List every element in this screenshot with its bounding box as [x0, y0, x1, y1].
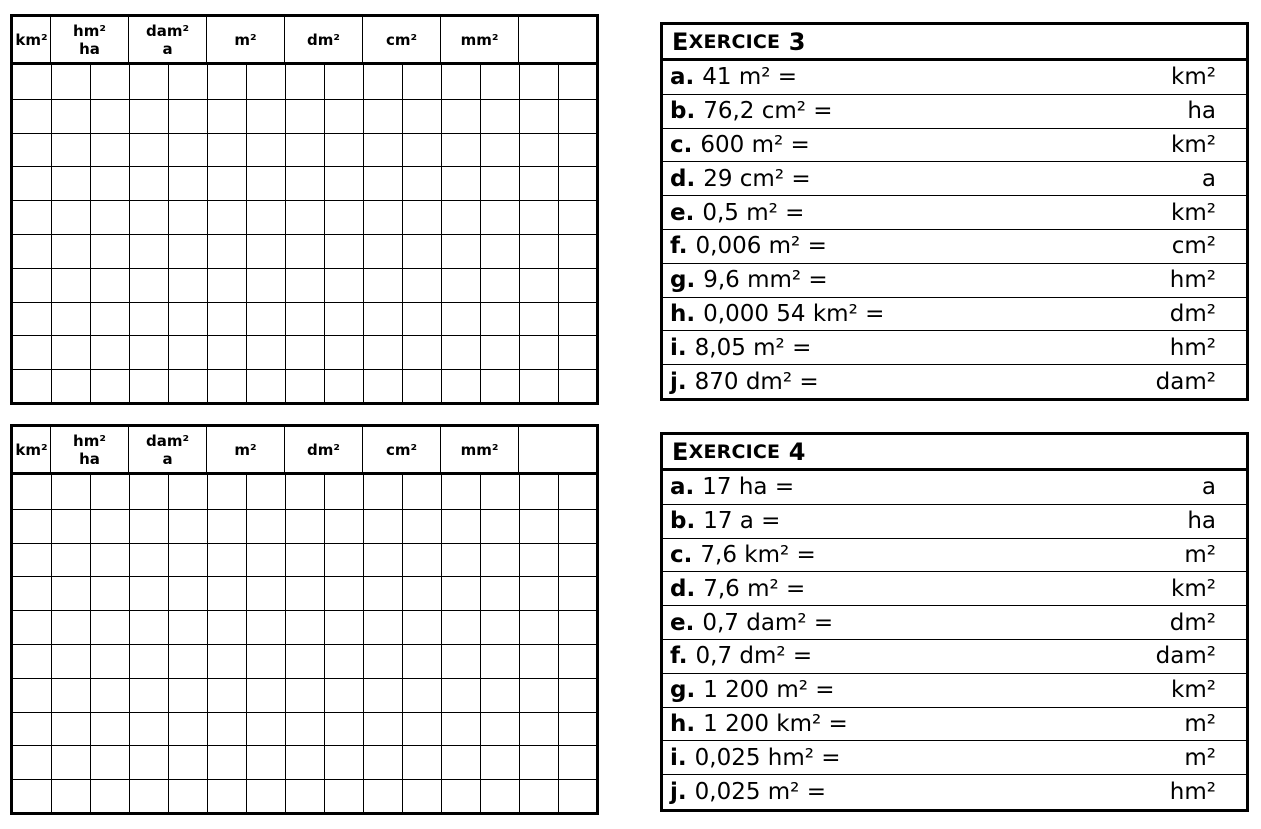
exercise-item [663, 539, 1246, 573]
exercise-question [670, 711, 848, 737]
item-letter: j. [670, 779, 687, 806]
unit-alias-label: ha [79, 39, 100, 58]
title-initial: E [672, 437, 689, 466]
item-expression: 1 200 m² = [703, 677, 835, 704]
exercise-question [670, 98, 833, 124]
exercise-question [670, 166, 811, 192]
item-expression: 0,000 54 km² = [703, 300, 885, 327]
item-letter: f. [670, 233, 688, 260]
target-unit: km² [1171, 64, 1216, 91]
target-unit: hm² [1169, 267, 1216, 294]
grid-header-cell [285, 427, 363, 472]
exercise-question [670, 610, 833, 636]
exercise-question [670, 301, 884, 327]
unit-label: cm² [385, 30, 418, 49]
grid-header-cell [363, 427, 441, 472]
conversion-grid-2 [10, 424, 599, 815]
item-letter: j. [670, 369, 687, 396]
exercise-item [663, 264, 1246, 298]
grid-row-line [13, 369, 596, 370]
exercise-title [663, 25, 1246, 61]
exercise-item [663, 129, 1246, 163]
item-expression: 7,6 km² = [700, 541, 816, 568]
exercise-item [663, 775, 1246, 809]
item-letter: h. [670, 710, 696, 737]
item-letter: h. [670, 300, 696, 327]
exercise-item [663, 95, 1246, 129]
grid-row-line [13, 779, 596, 780]
exercise-question [670, 369, 819, 395]
title-rest: XERCICE [688, 440, 781, 463]
unit-label: m² [234, 440, 257, 459]
exercise-title [663, 435, 1246, 471]
exercise-item [663, 196, 1246, 230]
target-unit: m² [1184, 710, 1216, 737]
item-expression: 0,5 m² = [702, 199, 805, 226]
item-expression: 7,6 m² = [703, 575, 806, 602]
grid-row-line [13, 133, 596, 134]
target-unit: dm² [1169, 300, 1216, 327]
item-expression: 17 ha = [702, 474, 795, 501]
grid-header-cell [363, 17, 441, 62]
exercise-question [670, 267, 828, 293]
grid-header-cell [519, 17, 599, 62]
item-letter: g. [670, 677, 696, 704]
target-unit: ha [1187, 98, 1216, 125]
unit-alias-label: ha [79, 449, 100, 468]
exercise-item [663, 298, 1246, 332]
item-expression: 1 200 km² = [703, 710, 848, 737]
grid-header [13, 427, 596, 475]
grid-row-line [13, 712, 596, 713]
item-letter: b. [670, 98, 696, 125]
grid-row-line [13, 268, 596, 269]
grid-row-line [13, 509, 596, 510]
exercise-item [663, 708, 1246, 742]
unit-label: cm² [385, 440, 418, 459]
target-unit: km² [1171, 677, 1216, 704]
exercise-item [663, 674, 1246, 708]
exercise-question [670, 508, 780, 534]
exercise-item [663, 61, 1246, 95]
grid-row-line [13, 200, 596, 201]
exercise-item [663, 572, 1246, 606]
grid-row-line [13, 576, 596, 577]
item-expression: 600 m² = [700, 131, 810, 158]
item-expression: 29 cm² = [703, 165, 811, 192]
unit-alias-label: a [162, 449, 173, 468]
target-unit: a [1201, 474, 1216, 501]
exercise-question [670, 474, 794, 500]
item-letter: d. [670, 165, 696, 192]
unit-label: mm² [460, 440, 499, 459]
grid-header-cell [441, 17, 519, 62]
title-rest: XERCICE [688, 30, 781, 53]
item-letter: d. [670, 575, 696, 602]
exercise-question [670, 677, 835, 703]
grid-header-cell [51, 17, 129, 62]
item-letter: g. [670, 267, 696, 294]
unit-label: km² [15, 30, 48, 49]
grid-row-line [13, 543, 596, 544]
exercise-item [663, 741, 1246, 775]
exercise-question [670, 576, 805, 602]
grid-row-line [13, 644, 596, 645]
grid-row-line [13, 234, 596, 235]
exercise-question [670, 132, 810, 158]
grid-header-cell [129, 427, 207, 472]
grid-row-line [13, 745, 596, 746]
item-letter: a. [670, 64, 695, 91]
grid-row-line [13, 335, 596, 336]
grid-header-cell [207, 427, 285, 472]
item-letter: i. [670, 744, 687, 771]
unit-label: dam² [145, 21, 190, 40]
exercise-question [670, 779, 826, 805]
unit-label: hm² [73, 431, 106, 450]
exercise-question [670, 745, 841, 771]
exercise-rows [663, 61, 1246, 399]
unit-label: dm² [307, 30, 340, 49]
exercise-item [663, 230, 1246, 264]
grid-row-line [13, 610, 596, 611]
target-unit: m² [1184, 541, 1216, 568]
target-unit: km² [1171, 575, 1216, 602]
grid-header-cell [13, 17, 51, 62]
item-letter: a. [670, 474, 695, 501]
item-letter: i. [670, 334, 687, 361]
exercise-4-table [660, 432, 1249, 812]
grid-body [13, 65, 596, 402]
item-expression: 0,7 dam² = [702, 609, 834, 636]
target-unit: dam² [1155, 643, 1216, 670]
grid-body [13, 475, 596, 812]
exercise-item [663, 162, 1246, 196]
grid-header-cell [441, 427, 519, 472]
target-unit: ha [1187, 508, 1216, 535]
item-letter: e. [670, 199, 695, 226]
exercise-question [670, 233, 827, 259]
item-letter: c. [670, 541, 693, 568]
target-unit: cm² [1171, 233, 1216, 260]
target-unit: a [1201, 165, 1216, 192]
grid-header-cell [51, 427, 129, 472]
item-expression: 76,2 cm² = [703, 98, 833, 125]
item-letter: e. [670, 609, 695, 636]
item-expression: 8,05 m² = [694, 334, 812, 361]
grid-row-line [13, 166, 596, 167]
item-letter: c. [670, 131, 693, 158]
unit-alias-label: a [162, 39, 173, 58]
title-number: 3 [788, 27, 806, 56]
conversion-grid-1 [10, 14, 599, 405]
grid-header-cell [285, 17, 363, 62]
item-expression: 0,006 m² = [695, 233, 827, 260]
target-unit: hm² [1169, 334, 1216, 361]
item-letter: b. [670, 508, 696, 535]
exercise-question [670, 64, 797, 90]
target-unit: km² [1171, 199, 1216, 226]
exercise-item [663, 331, 1246, 365]
target-unit: dam² [1155, 369, 1216, 396]
item-letter: f. [670, 643, 688, 670]
exercise-item [663, 606, 1246, 640]
unit-label: hm² [73, 21, 106, 40]
grid-row-line [13, 99, 596, 100]
exercise-item [663, 505, 1246, 539]
unit-label: dm² [307, 440, 340, 459]
target-unit: dm² [1169, 609, 1216, 636]
exercise-question [670, 643, 812, 669]
exercise-question [670, 200, 804, 226]
unit-label: mm² [460, 30, 499, 49]
exercise-item [663, 365, 1246, 399]
unit-label: km² [15, 440, 48, 459]
title-initial: E [672, 27, 689, 56]
item-expression: 0,025 m² = [694, 779, 826, 806]
item-expression: 17 a = [703, 508, 781, 535]
target-unit: m² [1184, 744, 1216, 771]
grid-header-cell [13, 427, 51, 472]
target-unit: hm² [1169, 779, 1216, 806]
target-unit: km² [1171, 131, 1216, 158]
exercise-item [663, 640, 1246, 674]
grid-row-line [13, 678, 596, 679]
grid-header [13, 17, 596, 65]
unit-label: m² [234, 30, 257, 49]
item-expression: 41 m² = [702, 64, 798, 91]
title-number: 4 [788, 437, 806, 466]
item-expression: 0,7 dm² = [695, 643, 813, 670]
grid-header-cell [207, 17, 285, 62]
exercise-item [663, 471, 1246, 505]
exercise-question [670, 542, 816, 568]
exercise-question [670, 335, 811, 361]
item-expression: 9,6 mm² = [703, 267, 828, 294]
grid-header-cell [519, 427, 599, 472]
item-expression: 870 dm² = [694, 369, 819, 396]
grid-header-cell [129, 17, 207, 62]
item-expression: 0,025 hm² = [694, 744, 841, 771]
exercise-3-table [660, 22, 1249, 401]
grid-row-line [13, 302, 596, 303]
exercise-rows [663, 471, 1246, 809]
unit-label: dam² [145, 431, 190, 450]
